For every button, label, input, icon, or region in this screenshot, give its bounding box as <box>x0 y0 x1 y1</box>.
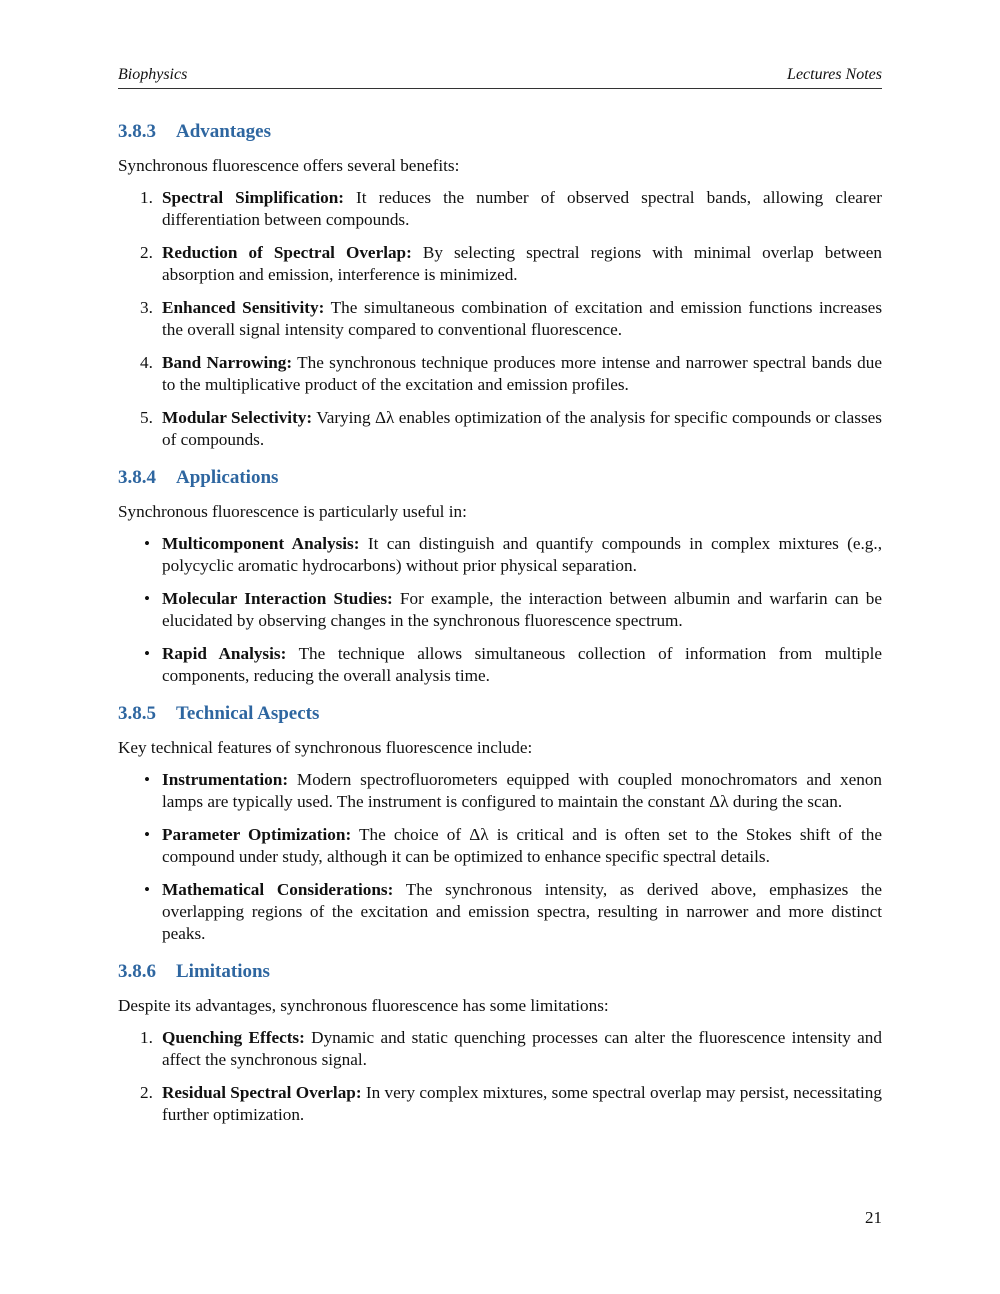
list-item <box>118 1027 882 1071</box>
item-text: In very complex mixtures, some spectral overlap may persist, necessitating further optimization. <box>162 1083 882 1124</box>
page-number: 21 <box>865 1208 882 1227</box>
section-number: 3.8.6 <box>118 961 156 982</box>
bullet-marker: • <box>144 644 151 663</box>
item-term: Modular Selectivity: <box>162 408 313 427</box>
item-text: The simultaneous combination of excitation and emission functions increases the overall signal intensity compared to conventional fluorescence. <box>162 298 883 339</box>
bullet-list <box>118 533 882 687</box>
section-number: 3.8.4 <box>118 467 156 488</box>
item-term: Spectral Simplification: <box>162 188 344 207</box>
main-content <box>118 119 882 1140</box>
list-number: 3. <box>140 298 153 317</box>
list-item <box>118 824 882 868</box>
section-number: 3.8.5 <box>118 703 156 724</box>
item-term: Instrumentation: <box>162 770 289 789</box>
item-text: For example, the interaction between albumin and warfarin can be elucidated by observing changes in the synchronous fluorescence spectrum. <box>162 589 882 630</box>
section-intro: Synchronous fluorescence offers several benefits: <box>118 156 460 175</box>
bullet-list <box>118 769 882 945</box>
item-text: Varying Δλ enables optimization of the analysis for specific compounds or classes of compounds. <box>162 408 882 449</box>
item-term: Molecular Interaction Studies: <box>162 589 393 608</box>
list-number: 1. <box>140 1028 153 1047</box>
item-term: Enhanced Sensitivity: <box>162 298 325 317</box>
item-term: Rapid Analysis: <box>162 644 287 663</box>
list-item <box>118 643 882 687</box>
running-header <box>118 66 882 89</box>
list-number: 2. <box>140 243 153 262</box>
list-item <box>118 352 882 396</box>
item-text: It reduces the number of observed spectral bands, allowing clearer differentiation between compounds. <box>162 188 882 229</box>
list-number: 4. <box>140 353 153 372</box>
numbered-list <box>118 1027 882 1126</box>
header-right-title: Lectures Notes <box>787 66 882 83</box>
list-item <box>118 187 882 231</box>
item-text: It can distinguish and quantify compounds in complex mixtures (e.g., polycyclic aromatic hydrocarbons) without prior physical separation. <box>162 534 882 575</box>
section-title: Limitations <box>176 961 270 982</box>
bullet-marker: • <box>144 589 151 608</box>
item-text: The choice of Δλ is critical and is often set to the Stokes shift of the compound under study, although it can be optimized to enhance specific spectral details. <box>162 825 882 866</box>
list-number: 5. <box>140 408 153 427</box>
section-title: Technical Aspects <box>176 703 320 724</box>
item-term: Band Narrowing: <box>162 353 293 372</box>
item-term: Quenching Effects: <box>162 1028 305 1047</box>
section-intro: Synchronous fluorescence is particularly useful in: <box>118 502 467 521</box>
section-intro: Key technical features of synchronous fluorescence include: <box>118 738 533 757</box>
item-term: Parameter Optimization: <box>162 825 352 844</box>
list-item <box>118 242 882 286</box>
item-term: Multicomponent Analysis: <box>162 534 360 553</box>
list-item <box>118 769 882 813</box>
section-3-8-4 <box>118 465 882 687</box>
section-title: Advantages <box>176 121 272 142</box>
list-item <box>118 879 882 945</box>
numbered-list <box>118 187 882 451</box>
section-3-8-5 <box>118 701 882 945</box>
section-number: 3.8.3 <box>118 121 156 142</box>
item-term: Residual Spectral Overlap: <box>162 1083 362 1102</box>
section-heading <box>118 465 882 491</box>
item-text: By selecting spectral regions with minimal overlap between absorption and emission, interference is minimized. <box>162 243 882 284</box>
item-text: Dynamic and static quenching processes can alter the fluorescence intensity and affect the synchronous signal. <box>162 1028 882 1069</box>
header-left-title: Biophysics <box>118 66 188 83</box>
section-3-8-6 <box>118 959 882 1126</box>
list-number: 2. <box>140 1083 153 1102</box>
bullet-marker: • <box>144 880 151 899</box>
section-intro: Despite its advantages, synchronous fluorescence has some limitations: <box>118 996 609 1015</box>
list-item <box>118 407 882 451</box>
item-term: Mathematical Considerations: <box>162 880 394 899</box>
section-3-8-3 <box>118 119 882 451</box>
list-item <box>118 297 882 341</box>
item-term: Reduction of Spectral Overlap: <box>162 243 412 262</box>
item-text: The synchronous intensity, as derived above, emphasizes the overlapping regions of the excitation and emission spectra, resulting in narrower and more distinct peaks. <box>162 880 882 943</box>
section-heading <box>118 959 882 985</box>
item-text: The synchronous technique produces more intense and narrower spectral bands due to the multiplicative product of the excitation and emission profiles. <box>162 353 882 394</box>
list-item <box>118 1082 882 1126</box>
list-item <box>118 533 882 577</box>
bullet-marker: • <box>144 534 151 553</box>
item-text: Modern spectrofluorometers equipped with coupled monochromators and xenon lamps are typically used. The instrument is configured to maintain the constant Δλ during the scan. <box>162 770 883 811</box>
section-heading <box>118 701 882 727</box>
section-title: Applications <box>176 467 279 488</box>
list-item <box>118 588 882 632</box>
item-text: The technique allows simultaneous collection of information from multiple components, reducing the overall analysis time. <box>162 644 882 685</box>
bullet-marker: • <box>144 825 151 844</box>
list-number: 1. <box>140 188 153 207</box>
bullet-marker: • <box>144 770 151 789</box>
section-heading <box>118 119 882 145</box>
